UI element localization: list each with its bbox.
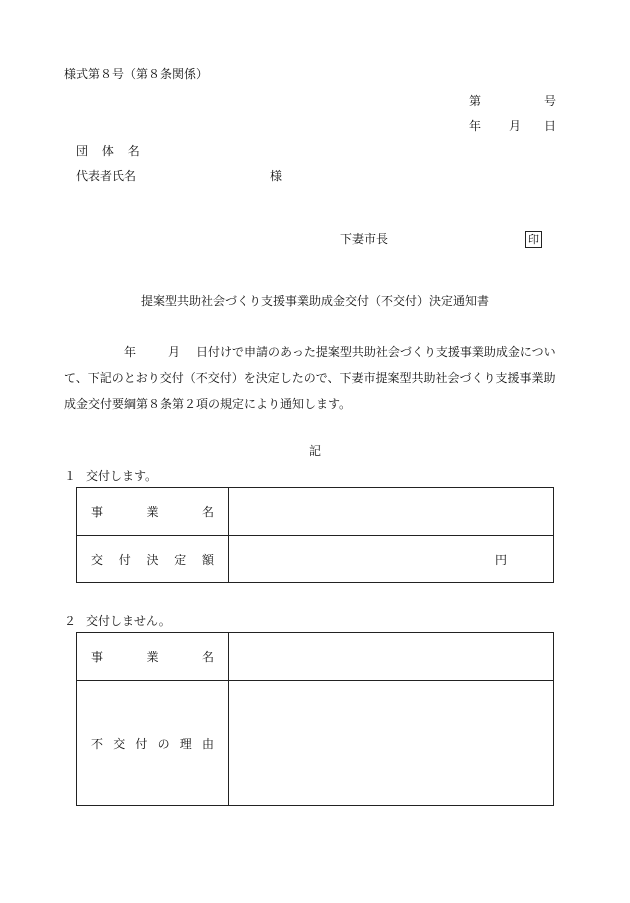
table-row	[77, 681, 554, 806]
label-char: 付	[118, 552, 131, 567]
table-row	[77, 536, 554, 583]
grant-amount-field[interactable]	[229, 536, 554, 583]
label-char: 由	[201, 736, 214, 751]
date-day: 日	[543, 119, 556, 133]
reason-label	[77, 681, 229, 806]
table-row	[77, 488, 554, 536]
recipient-rep-label: 代表者氏名	[76, 169, 137, 183]
number-prefix: 第	[469, 94, 482, 108]
label-char: 理	[179, 736, 192, 751]
label-char: 名	[201, 505, 214, 519]
section2-text: 交付しません。	[86, 614, 171, 628]
label-char: 事	[91, 650, 104, 664]
label-char: 定	[174, 552, 187, 567]
label-char: 事	[91, 505, 104, 519]
reason-field[interactable]	[229, 681, 554, 806]
label-char: 付	[135, 736, 148, 751]
date-month: 月	[509, 119, 522, 133]
section1-number: １	[64, 469, 77, 483]
org-label-char: 団	[76, 144, 89, 158]
recipient-honorific: 様	[270, 169, 283, 183]
org-label-char: 名	[127, 144, 140, 158]
body-line-2: て、下記のとおり交付（不交付）を決定したので、下妻市提案型共助社会づくり支援事業助	[64, 371, 556, 385]
issuer-name: 下妻市長	[340, 232, 389, 246]
section1-heading	[64, 468, 157, 484]
grant-table	[76, 487, 554, 583]
grant-amount-label	[77, 536, 229, 583]
label-char: 額	[201, 552, 214, 567]
notice-body	[64, 339, 558, 417]
issuer-seal	[525, 231, 542, 248]
section1-text: 交付します。	[86, 469, 158, 483]
date-year: 年	[469, 119, 482, 133]
label-char: の	[157, 736, 170, 751]
non-grant-table	[76, 632, 554, 806]
body-year: 年	[124, 345, 137, 359]
label-char: 名	[201, 650, 214, 664]
document-date	[469, 118, 556, 134]
section2-heading	[64, 613, 171, 629]
label-char: 不	[91, 736, 104, 751]
body-line-1	[64, 339, 558, 365]
yen-unit: 円	[494, 552, 507, 567]
label-char: 業	[146, 505, 159, 519]
org-label-char: 体	[101, 144, 114, 158]
body-line-3: 成金交付要綱第８条第２項の規定により通知します。	[64, 397, 352, 411]
seal-icon: 印	[525, 231, 542, 248]
recipient-org-label	[76, 143, 140, 159]
section2-number: ２	[64, 614, 77, 628]
label-char: 決	[146, 552, 159, 567]
project-name-label-2	[77, 633, 229, 681]
label-char: 業	[146, 650, 159, 664]
document-title: 提案型共助社会づくり支援事業助成金交付（不交付）決定通知書	[140, 294, 489, 308]
ki-heading: 記	[308, 444, 321, 458]
document-number	[469, 93, 556, 109]
number-suffix: 号	[543, 94, 556, 108]
project-name-label	[77, 488, 229, 536]
label-char: 交	[91, 552, 104, 567]
body-rest: 日付けで申請のあった提案型共助社会づくり支援事業助成金につい	[196, 345, 556, 359]
project-name-field[interactable]	[229, 488, 554, 536]
table-row	[77, 633, 554, 681]
project-name-field-2[interactable]	[229, 633, 554, 681]
label-char: 交	[113, 736, 126, 751]
form-header: 様式第８号（第８条関係）	[64, 67, 209, 81]
body-month: 月	[168, 345, 181, 359]
